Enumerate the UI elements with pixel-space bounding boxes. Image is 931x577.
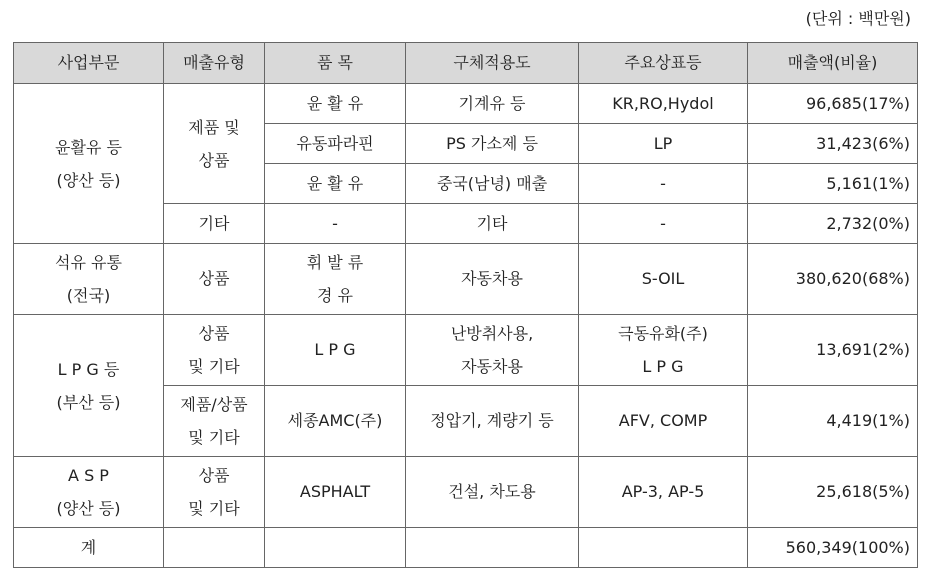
use-cell: 중국(남녕) 매출 xyxy=(406,164,579,204)
use-cell: 건설, 차도용 xyxy=(406,457,579,528)
sales-cell: 4,419(1%) xyxy=(748,386,918,457)
brand-cell: - xyxy=(579,164,748,204)
header-sales-type: 매출유형 xyxy=(164,43,265,84)
empty-cell xyxy=(579,528,748,568)
item-cell: 유동파라핀 xyxy=(265,124,406,164)
header-row xyxy=(14,43,918,84)
use-cell: 정압기, 계량기 등 xyxy=(406,386,579,457)
sales-cell: 2,732(0%) xyxy=(748,204,918,244)
sales-cell: 96,685(17%) xyxy=(748,84,918,124)
sales-type-cell: 상품 xyxy=(164,244,265,315)
sales-type-cell: 제품/상품 및 기타 xyxy=(164,386,265,457)
table-row xyxy=(14,244,918,315)
sales-cell: 380,620(68%) xyxy=(748,244,918,315)
use-cell: 기계유 등 xyxy=(406,84,579,124)
empty-cell xyxy=(265,528,406,568)
segment-cell: L P G 등 (부산 등) xyxy=(14,315,164,457)
total-label: 계 xyxy=(14,528,164,568)
sales-cell: 25,618(5%) xyxy=(748,457,918,528)
use-cell: PS 가소제 등 xyxy=(406,124,579,164)
use-cell: 난방취사용, 자동차용 xyxy=(406,315,579,386)
brand-cell: - xyxy=(579,204,748,244)
header-sales: 매출액(비율) xyxy=(748,43,918,84)
use-cell: 자동차용 xyxy=(406,244,579,315)
header-brand: 주요상표등 xyxy=(579,43,748,84)
header-use: 구체적용도 xyxy=(406,43,579,84)
brand-cell: LP xyxy=(579,124,748,164)
table-row xyxy=(14,315,918,386)
sales-type-cell: 상품 및 기타 xyxy=(164,457,265,528)
segment-cell: A S P (양산 등) xyxy=(14,457,164,528)
sales-cell: 31,423(6%) xyxy=(748,124,918,164)
brand-cell: KR,RO,Hydol xyxy=(579,84,748,124)
item-cell: 윤 활 유 xyxy=(265,84,406,124)
brand-cell: 극동유화(주) L P G xyxy=(579,315,748,386)
brand-cell: AFV, COMP xyxy=(579,386,748,457)
header-item: 품 목 xyxy=(265,43,406,84)
empty-cell xyxy=(164,528,265,568)
segment-cell: 윤활유 등 (양산 등) xyxy=(14,84,164,244)
item-cell: ASPHALT xyxy=(265,457,406,528)
sales-type-cell: 제품 및 상품 xyxy=(164,84,265,204)
table-row xyxy=(14,457,918,528)
sales-table xyxy=(13,42,918,568)
header-segment: 사업부문 xyxy=(14,43,164,84)
unit-label: (단위 : 백만원) xyxy=(805,9,911,28)
item-cell: 휘 발 류 경 유 xyxy=(265,244,406,315)
total-row xyxy=(14,528,918,568)
item-cell: 세종AMC(주) xyxy=(265,386,406,457)
sales-cell: 5,161(1%) xyxy=(748,164,918,204)
sales-type-cell: 상품 및 기타 xyxy=(164,315,265,386)
item-cell: 윤 활 유 xyxy=(265,164,406,204)
total-sales: 560,349(100%) xyxy=(748,528,918,568)
brand-cell: S-OIL xyxy=(579,244,748,315)
empty-cell xyxy=(406,528,579,568)
sales-type-cell: 기타 xyxy=(164,204,265,244)
use-cell: 기타 xyxy=(406,204,579,244)
segment-cell: 석유 유통 (전국) xyxy=(14,244,164,315)
brand-cell: AP-3, AP-5 xyxy=(579,457,748,528)
table-row xyxy=(14,84,918,124)
item-cell: L P G xyxy=(265,315,406,386)
item-cell: - xyxy=(265,204,406,244)
sales-cell: 13,691(2%) xyxy=(748,315,918,386)
